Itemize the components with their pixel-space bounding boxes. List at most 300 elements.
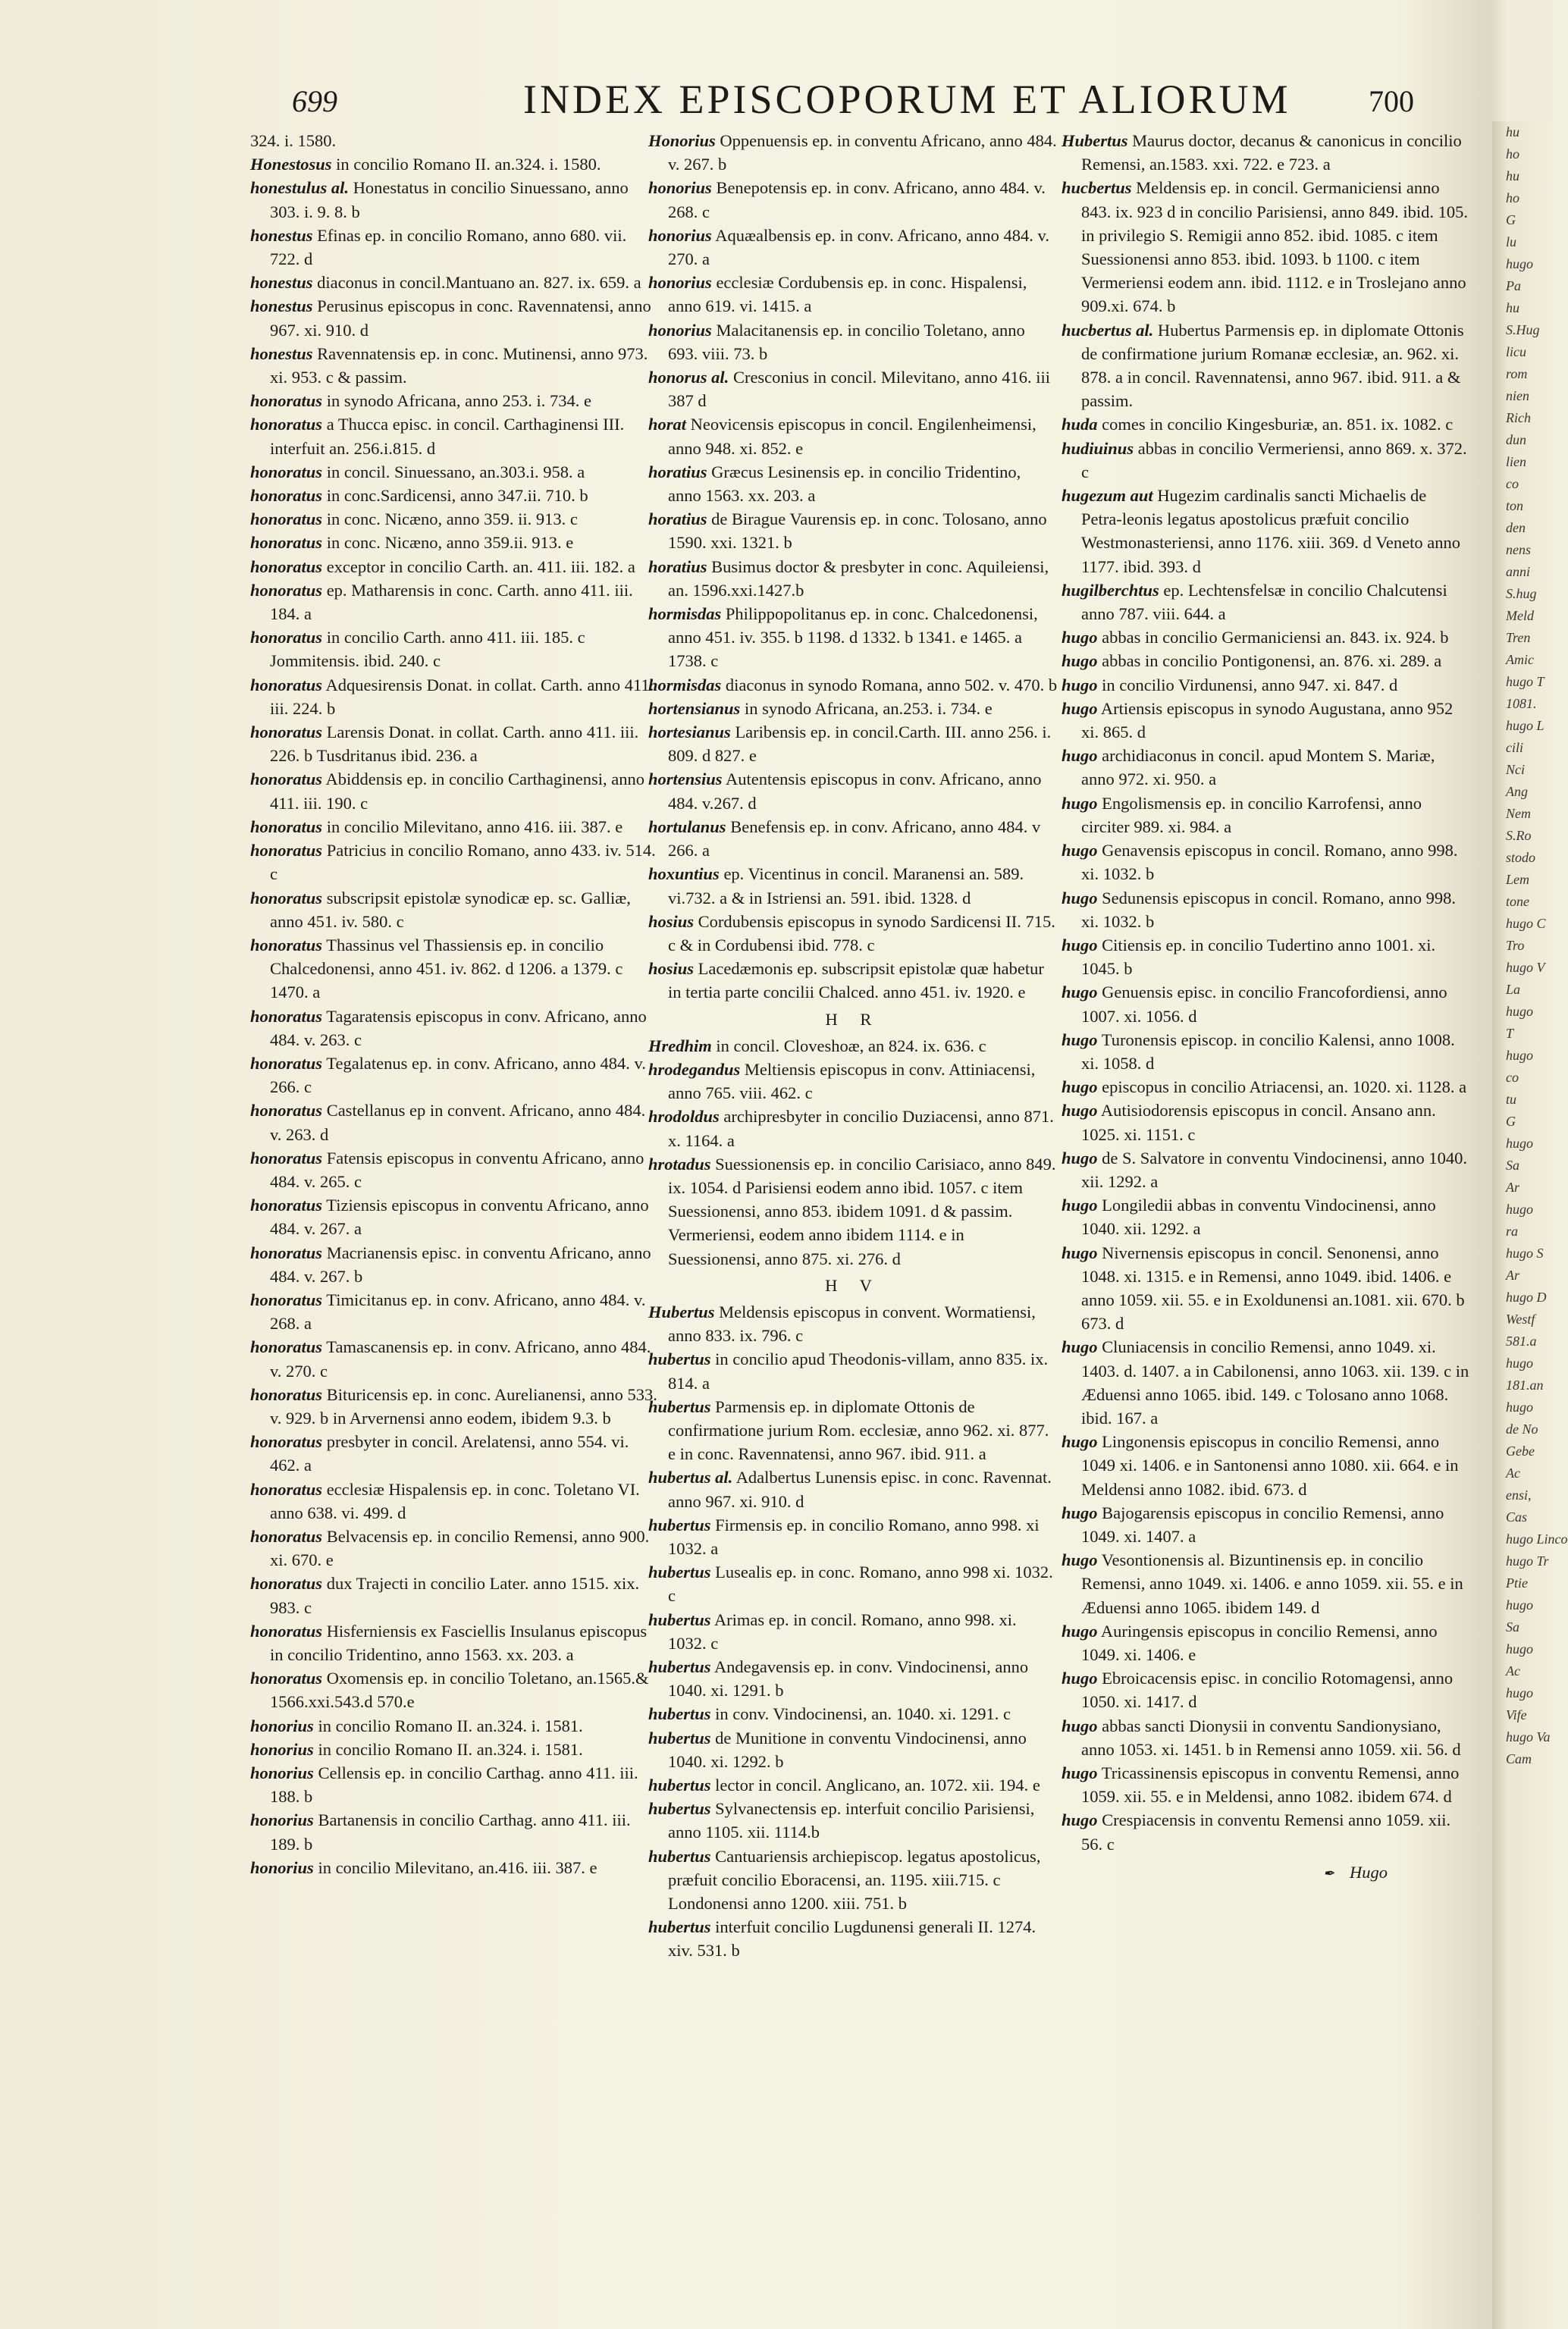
edge-fragment: hugo — [1506, 1004, 1533, 1019]
entry-headword: horatius — [648, 509, 707, 529]
entry-text: Crespiacensis in conventu Remensi anno 1059. xii. 56. c — [1081, 1810, 1451, 1854]
index-entry — [648, 602, 1058, 673]
index-entry — [250, 271, 660, 294]
entry-headword: hugo — [1062, 1716, 1098, 1735]
index-entry — [648, 555, 1058, 602]
entry-text: abbas in concilio Germaniciensi an. 843. ix. 924. b — [1102, 628, 1449, 647]
edge-fragment: hugo T — [1506, 674, 1544, 689]
entry-text: interfuit concilio Lugdunensi generali II. 1274. xiv. 531. b — [668, 1917, 1036, 1961]
index-entry — [1062, 1548, 1471, 1619]
entry-headword: honoratus — [250, 1574, 323, 1594]
entry-headword: honorius — [250, 1810, 314, 1830]
index-entry — [648, 767, 1058, 814]
entry-headword: honoratus — [250, 1432, 323, 1452]
edge-fragment: Westf — [1506, 1312, 1535, 1327]
entry-text: Perusinus episcopus in conc. Ravennatensi, anno 967. xi. 910. d — [270, 296, 651, 340]
index-entry — [250, 1241, 660, 1288]
edge-fragment: licu — [1506, 344, 1526, 359]
index-entry — [1062, 1028, 1471, 1075]
edge-fragment: cili — [1506, 740, 1523, 755]
index-entry — [648, 412, 1058, 459]
entry-text: Hisferniensis ex Fasciellis Insulanus episcopus in concilio Tridentino, anno 1563. xx. 203. a — [270, 1621, 648, 1664]
entry-headword: hubertus — [648, 1704, 711, 1724]
edge-fragment: hugo — [1506, 256, 1533, 271]
entry-headword: honoratus — [250, 1526, 323, 1546]
index-entry — [648, 1465, 1058, 1512]
entry-text: Ravennatensis ep. in conc. Mutinensi, anno 973. xi. 953. c & passim. — [270, 343, 648, 387]
index-entry — [648, 1105, 1058, 1152]
entry-text: subscripsit epistolæ synodicæ ep. sc. Galliæ, anno 451. iv. 580. c — [270, 888, 631, 931]
entry-text: Cluniacensis in concilio Remensi, anno 1049. xi. 1403. d. 1407. a in Cabilonensi, anno 1063. xii. 139. c in Æduensi anno 1065. ibid. 149. c Tolosano anno 1068. ibid. 167. a — [1081, 1337, 1469, 1428]
entry-headword: honoratus — [250, 935, 323, 954]
entry-text: Tiziensis episcopus in conventu Africano, anno 484. v. 267. a — [270, 1196, 649, 1239]
entry-text: Arimas ep. in concil. Romano, anno 998. xi. 1032. c — [668, 1610, 1017, 1653]
catchword-text: Hugo — [1350, 1862, 1388, 1882]
entry-text: ecclesiæ Cordubensis ep. in conc. Hispalensi, anno 619. vi. 1415. a — [668, 273, 1027, 316]
index-entry — [648, 1395, 1058, 1466]
index-entry — [250, 342, 660, 389]
index-entry — [250, 886, 660, 933]
entry-text: in conc.Sardicensi, anno 347.ii. 710. b — [326, 486, 588, 506]
entry-headword: honoratus — [250, 580, 323, 600]
edge-fragment: ensi, — [1506, 1487, 1532, 1503]
entry-headword: hubertus — [648, 1728, 711, 1748]
entry-headword: hubertus — [648, 1657, 711, 1676]
index-entry — [250, 1738, 660, 1761]
entry-text: in concilio Virdunensi, anno 947. xi. 847. d — [1102, 675, 1398, 694]
entry-text: archipresbyter in concilio Duziacensi, anno 871. x. 1164. a — [668, 1107, 1054, 1150]
entry-text: diaconus in synodo Romana, anno 502. v. 470. b — [725, 675, 1058, 694]
entry-text: in concilio Romano II. an.324. i. 1581. — [318, 1739, 583, 1759]
entry-headword: hormisdas — [648, 675, 722, 694]
entry-text: Artiensis episcopus in synodo Augustana, anno 952 xi. 865. d — [1081, 698, 1454, 742]
index-entry — [250, 531, 660, 554]
entry-text: Timicitanus ep. in conv. Africano, anno 484. v. 268. a — [270, 1290, 646, 1334]
index-entry — [250, 1572, 660, 1619]
edge-fragment: hugo S — [1506, 1246, 1544, 1261]
entry-text: in concil. Cloveshoæ, an 824. ix. 636. c — [716, 1036, 986, 1055]
index-entry — [250, 1714, 660, 1738]
index-entry — [1062, 625, 1471, 649]
entry-headword: Honorius — [648, 131, 716, 150]
edge-fragment: Cas — [1506, 1509, 1528, 1525]
index-entry — [648, 507, 1058, 554]
index-entry — [648, 1702, 1058, 1726]
index-column-3 — [1062, 129, 1471, 1885]
entry-text: Philippopolitanus ep. in conc. Chalcedonensi, anno 451. iv. 355. b 1198. d 1332. b 1341. e 1465. a 1738. c — [668, 604, 1038, 671]
index-entry — [1062, 649, 1471, 672]
edge-fragment: 581.a — [1506, 1334, 1537, 1349]
index-entry — [250, 839, 660, 886]
edge-fragment: S.hug — [1506, 586, 1537, 601]
entry-headword: honoratus — [250, 1384, 323, 1404]
entry-headword: horat — [648, 415, 687, 434]
index-entry — [648, 1152, 1058, 1271]
index-entry — [648, 1058, 1058, 1105]
index-entry — [648, 1608, 1058, 1655]
edge-fragment: hugo C — [1506, 916, 1546, 931]
edge-fragment: hugo V — [1506, 960, 1545, 975]
entry-headword: Hredhim — [648, 1036, 712, 1055]
entry-text: in conc. Nicæno, anno 359.ii. 913. e — [326, 533, 574, 553]
edge-fragment: T — [1506, 1026, 1514, 1041]
entry-text: episcopus in concilio Atriacensi, an. 1020. xi. 1128. a — [1102, 1077, 1467, 1097]
entry-text: in concilio Romano II. an.324. i. 1581. — [318, 1716, 583, 1735]
index-entry — [250, 1383, 660, 1430]
edge-fragment: hugo D — [1506, 1290, 1547, 1305]
entry-headword: hugo — [1062, 1432, 1098, 1452]
entry-headword: hortesianus — [648, 723, 731, 742]
entry-headword: hrotadus — [648, 1154, 711, 1174]
edge-fragment: hugo Tr — [1506, 1553, 1549, 1569]
index-entry — [250, 1808, 660, 1855]
index-entry — [648, 815, 1058, 862]
entry-headword: hosius — [648, 959, 695, 979]
entry-text: Tricassinensis episcopus in conventu Remensi, anno 1059. xii. 55. e in Meldensi, anno 1082. ibidem 674. d — [1081, 1763, 1460, 1807]
index-entry — [648, 1347, 1058, 1394]
entry-headword: hugo — [1062, 1503, 1098, 1522]
entry-text: Cantuariensis archiepiscop. legatus apostolicus, præfuit concilio Eboracensi, an. 1195. xiii.715. c Londonensi anno 1200. xiii. 751. b — [668, 1846, 1041, 1914]
index-entry — [1062, 1666, 1471, 1713]
quill-mark-icon: ✒ — [1322, 1865, 1334, 1881]
entry-text: Oxomensis ep. in concilio Toletano, an.1565.& 1566.xxi.543.d 570.e — [270, 1669, 649, 1712]
entry-headword: hubertus — [648, 1515, 711, 1534]
index-entry — [250, 507, 660, 531]
index-entry — [250, 1525, 660, 1572]
index-entry — [250, 152, 660, 176]
edge-fragment: hugo Va — [1506, 1729, 1551, 1744]
entry-text: abbas in concilio Vermeriensi, anno 869. x. 372. c — [1081, 438, 1467, 481]
index-entry — [250, 1666, 660, 1713]
entry-text: archidiaconus in concil. apud Montem S. Mariæ, anno 972. xi. 950. a — [1081, 746, 1435, 789]
edge-fragment: tu — [1506, 1092, 1517, 1107]
entry-text: abbas in concilio Pontigonensi, an. 876. xi. 289. a — [1102, 651, 1442, 671]
entry-headword: honoratus — [250, 1196, 323, 1215]
index-entry — [1062, 980, 1471, 1027]
entry-headword: honoratus — [250, 1479, 323, 1499]
entry-headword: hubertus — [648, 1776, 711, 1795]
entry-text: Lusealis ep. in conc. Romano, anno 998 xi. 1032. c — [668, 1563, 1053, 1606]
entry-text: in synodo Africana, anno 253. i. 734. e — [326, 391, 591, 411]
entry-text: de S. Salvatore in conventu Vindocinensi, anno 1040. xii. 1292. a — [1081, 1148, 1468, 1191]
edge-fragment: S.Hug — [1506, 322, 1540, 337]
index-entry — [250, 720, 660, 767]
entry-text: Autisiodorensis episcopus in concil. Ansano ann. 1025. xi. 1151. c — [1081, 1101, 1436, 1144]
entry-text: Meldensis ep. in concil. Germaniciensi anno 843. ix. 923 d in concilio Parisiensi, anno 849. ibid. 105. in privilegio S. Remigii anno 852. ibid. 1085. c item Suessionensi anno 853. ibid. 1093. b 1100. c item Vermeriensi eodem ann. ibid. 1112. e in Troslejano anno 909.xi. 674. b — [1081, 178, 1468, 316]
index-entry — [1062, 129, 1471, 176]
entry-text: Sylvanectensis ep. interfuit concilio Parisiensi, anno 1105. xii. 1114.b — [668, 1799, 1035, 1842]
entry-headword: honorius — [648, 320, 712, 340]
entry-text: presbyter in concil. Arelatensi, anno 554. vi. 462. a — [270, 1432, 629, 1475]
entry-text: Adalbertus Lunensis episc. in conc. Ravennat. anno 967. xi. 910. d — [668, 1468, 1052, 1511]
index-entry — [250, 1193, 660, 1240]
entry-text: Andegavensis ep. in conv. Vindocinensi, anno 1040. xi. 1291. b — [668, 1657, 1029, 1701]
entry-text: Genavensis episcopus in concil. Romano, anno 998. xi. 1032. b — [1081, 841, 1458, 884]
index-entry — [648, 1797, 1058, 1844]
entry-text: Macrianensis episc. in conventu Africano, anno 484. v. 267. b — [270, 1243, 651, 1286]
index-entry — [648, 957, 1058, 1004]
entry-headword: hortulanus — [648, 817, 726, 836]
index-entry — [250, 294, 660, 341]
entry-headword: hubertus — [648, 1349, 711, 1369]
entry-headword: honorius — [250, 1857, 314, 1877]
entry-headword: honoratus — [250, 1669, 323, 1688]
edge-fragment: Cam — [1506, 1751, 1532, 1766]
entry-text: abbas sancti Dionysii in conventu Sandionysiano, anno 1053. xi. 1451. b in Remensi anno 1059. xii. 56. d — [1081, 1716, 1461, 1759]
section-letter-heading: H V — [825, 1275, 881, 1295]
entry-headword: honoratus — [250, 1621, 323, 1641]
edge-fragment: 1081. — [1506, 696, 1537, 711]
edge-fragment: dun — [1506, 432, 1526, 447]
entry-headword: hugo — [1062, 1030, 1098, 1049]
entry-headword: hugo — [1062, 793, 1098, 813]
entry-headword: hrodoldus — [648, 1107, 720, 1127]
index-entry — [648, 1845, 1058, 1916]
index-entry — [250, 815, 660, 839]
entry-text: exceptor in concilio Carth. an. 411. iii. 182. a — [326, 556, 635, 576]
edge-fragment: Amic — [1506, 652, 1534, 667]
page-header — [292, 76, 1414, 136]
edge-fragment: rom — [1506, 366, 1528, 381]
entry-text: Neovicensis episcopus in concil. Engilenheimensi, anno 948. xi. 852. e — [668, 415, 1036, 458]
index-entry — [1062, 1099, 1471, 1146]
entry-text: lector in concil. Anglicano, an. 1072. xii. 194. e — [715, 1776, 1040, 1795]
edge-fragment: hugo Linco — [1506, 1531, 1568, 1547]
edge-fragment: hugo — [1506, 1597, 1533, 1613]
index-entry — [250, 578, 660, 625]
index-column-1 — [250, 129, 660, 1879]
index-entry — [648, 697, 1058, 720]
edge-fragment: Ar — [1506, 1180, 1519, 1195]
entry-headword: hugo — [1062, 841, 1098, 860]
index-column-2 — [648, 129, 1058, 1963]
entry-text: Cordubensis episcopus in synodo Sardicensi II. 715. c & in Cordubensi ibid. 778. c — [668, 911, 1055, 954]
entry-headword: hubertus — [648, 1563, 711, 1582]
entry-headword: honoratus — [250, 486, 323, 506]
entry-headword: hugo — [1062, 983, 1098, 1002]
entry-headword: honestus — [250, 273, 313, 293]
entry-text: Autentensis episcopus in conv. Africano, anno 484. v.267. d — [668, 770, 1042, 813]
index-entry — [1062, 1714, 1471, 1761]
index-entry — [1062, 744, 1471, 791]
entry-headword: hugo — [1062, 1196, 1098, 1215]
entry-text: ep. Matharensis in conc. Carth. anno 411. iii. 184. a — [270, 580, 633, 624]
entry-text: Firmensis ep. in concilio Romano, anno 998. xi 1032. a — [668, 1515, 1040, 1558]
entry-headword: hugo — [1062, 1621, 1098, 1641]
entry-text: Cellensis ep. in concilio Carthag. anno 411. iii. 188. b — [270, 1763, 638, 1807]
index-entry — [250, 412, 660, 459]
edge-fragment: Lem — [1506, 872, 1529, 887]
edge-fragment: hugo — [1506, 1356, 1533, 1371]
entry-text: Adquesirensis Donat. in collat. Carth. anno 411. iii. 224. b — [270, 675, 654, 718]
entry-headword: hubertus — [648, 1917, 711, 1937]
index-entry — [648, 1300, 1058, 1347]
entry-text: Genuensis episc. in concilio Francofordiensi, anno 1007. xi. 1056. d — [1081, 983, 1447, 1026]
entry-headword: honestus — [250, 225, 313, 245]
entry-text: Aquæalbensis ep. in conv. Africano, anno 484. v. 270. a — [668, 225, 1049, 269]
page-number-left: 699 — [292, 84, 337, 118]
edge-fragment: nien — [1506, 388, 1529, 403]
running-title: INDEX EPISCOPORUM ET ALIORUM — [523, 77, 1291, 122]
entry-text: Honestatus in concilio Sinuessano, anno 303. i. 9. 8. b — [270, 178, 629, 221]
entry-text: Tamascanensis ep. in conv. Africano, anno 484. v. 270. c — [270, 1337, 651, 1381]
entry-headword: hugo — [1062, 1077, 1098, 1097]
entry-headword: hugilberchtus — [1062, 580, 1159, 600]
entry-text: Bajogarensis episcopus in concilio Remensi, anno 1049. xi. 1407. a — [1081, 1503, 1444, 1546]
entry-text: Lingonensis episcopus in concilio Remensi, anno 1049 xi. 1406. e in Santonensi anno 1080. xii. 664. e in Meldensi anno 1082. ibid. 673. d — [1081, 1432, 1459, 1499]
index-entry — [1062, 933, 1471, 980]
entry-headword: hudiuinus — [1062, 438, 1134, 458]
index-entry — [1062, 1808, 1471, 1855]
index-entry — [250, 1430, 660, 1477]
section-letter-heading: H R — [825, 1009, 881, 1029]
index-entry — [648, 365, 1058, 412]
edge-fragment: hu — [1506, 300, 1519, 315]
index-entry — [648, 318, 1058, 365]
entry-text: in synodo Africana, an.253. i. 734. e — [744, 698, 993, 718]
edge-fragment: Rich — [1506, 410, 1531, 425]
index-entry — [1062, 839, 1471, 886]
index-entry — [250, 389, 660, 412]
entry-text: in concilio Milevitano, anno 416. iii. 387. e — [326, 817, 623, 836]
entry-headword: hugo — [1062, 675, 1098, 694]
edge-fragment: Sa — [1506, 1619, 1519, 1635]
index-entry — [250, 1005, 660, 1052]
edge-fragment: den — [1506, 520, 1526, 535]
entry-text: ecclesiæ Hispalensis ep. in conc. Toletano VI. anno 638. vi. 499. d — [270, 1479, 640, 1522]
entry-headword: hubertus — [648, 1799, 711, 1819]
entry-headword: honoratus — [250, 723, 323, 742]
index-entry — [648, 129, 1058, 176]
entry-text: Suessionensis ep. in concilio Carisiaco, anno 849. ix. 1054. d Parisiensi eodem anno ibid. 1057. c item Suessionensi, anno 853. ibidem 1091. d & passim. Vermeriensi, eodem anno ibidem 1114. e in Suessionensi, anno 875. xi. 276. d — [668, 1154, 1056, 1268]
edge-fragment: ton — [1506, 498, 1524, 513]
entry-text: Malacitanensis ep. in concilio Toletano, anno 693. viii. 73. b — [668, 320, 1025, 363]
edge-fragment: Tro — [1506, 938, 1525, 953]
entry-text: 324. i. 1580. — [250, 131, 337, 150]
edge-fragment: anni — [1506, 564, 1531, 579]
entry-headword: honorius — [648, 178, 712, 198]
entry-headword: honorius — [250, 1739, 314, 1759]
edge-fragment: S.Ro — [1506, 828, 1532, 843]
index-entry — [250, 1288, 660, 1335]
edge-fragment: nens — [1506, 542, 1531, 557]
entry-text: Belvacensis ep. in concilio Remensi, anno 900. xi. 670. e — [270, 1526, 650, 1570]
index-entry — [250, 1146, 660, 1193]
edge-fragment: hugo — [1506, 1685, 1533, 1701]
entry-headword: honestulus al. — [250, 178, 350, 198]
index-entry — [1062, 412, 1471, 436]
entry-headword: honoratus — [250, 1006, 323, 1026]
edge-fragment: Ptie — [1506, 1575, 1528, 1591]
entry-text: in concilio Carth. anno 411. iii. 185. c Jommitensis. ibid. 240. c — [270, 628, 585, 671]
entry-text: Patricius in concilio Romano, anno 433. iv. 514. c — [270, 841, 656, 884]
index-entry — [1062, 1335, 1471, 1430]
entry-text: comes in concilio Kingesburiæ, an. 851. ix. 1082. c — [1102, 415, 1454, 434]
index-entry — [250, 176, 660, 223]
entry-text: Cresconius in concil. Milevitano, anno 416. iii 387 d — [668, 368, 1051, 411]
entry-text: ep. Vicentinus in concil. Maranensi an. 589. vi.732. a & in Istriensi an. 591. ibid. 1328. d — [668, 864, 1024, 907]
index-entry — [1062, 1619, 1471, 1666]
entry-headword: honoratus — [250, 1101, 323, 1121]
entry-text: Bartanensis in concilio Carthag. anno 411. iii. 189. b — [270, 1810, 631, 1854]
edge-fragment: Vife — [1506, 1707, 1527, 1722]
entry-headword: hugo — [1062, 1148, 1098, 1168]
entry-text: Tegalatenus ep. in conv. Africano, anno 484. v. 266. c — [270, 1053, 646, 1097]
entry-headword: hugo — [1062, 1669, 1098, 1688]
entry-text: in conc. Nicæno, anno 359. ii. 913. c — [326, 509, 578, 529]
index-entry — [250, 484, 660, 507]
entry-text: Benefensis ep. in conv. Africano, anno 484. v 266. a — [668, 817, 1041, 860]
entry-text: Turonensis episcop. in concilio Kalensi, anno 1008. xi. 1058. d — [1081, 1030, 1455, 1073]
entry-headword: Hubertus — [1062, 131, 1128, 150]
entry-headword: honoratus — [250, 628, 323, 647]
edge-fragment: Ar — [1506, 1268, 1519, 1283]
entry-text: Parmensis ep. in diplomate Ottonis de confirmatione jurium Rom. ecclesiæ, anno 962. xi. 877. e in conc. Ravennatensi, anno 967. ibid. 911. a — [668, 1396, 1049, 1464]
edge-fragment: lu — [1506, 234, 1517, 249]
entry-text: Longiledii abbas in conventu Vindocinensi, anno 1040. xii. 1292. a — [1081, 1196, 1436, 1239]
index-entry — [250, 1856, 660, 1879]
entry-text: de Munitione in conventu Vindocinensi, anno 1040. xi. 1292. b — [668, 1728, 1027, 1771]
entry-headword: hugo — [1062, 651, 1098, 671]
entry-headword: hugo — [1062, 935, 1098, 954]
index-entry — [648, 1513, 1058, 1560]
edge-fragment: hugo L — [1506, 718, 1544, 733]
index-entry — [648, 673, 1058, 697]
entry-text: Efinas ep. in concilio Romano, anno 680. vii. 722. d — [270, 225, 627, 269]
edge-fragment: hu — [1506, 168, 1519, 183]
index-entry — [648, 460, 1058, 507]
index-entry — [1062, 697, 1471, 744]
entry-text: Ebroicacensis episc. in concilio Rotomagensi, anno 1050. xi. 1417. d — [1081, 1669, 1454, 1712]
index-entry — [250, 767, 660, 814]
entry-headword: horatius — [648, 462, 707, 481]
index-entry — [1062, 1146, 1471, 1193]
entry-headword: honorius — [648, 225, 712, 245]
entry-headword: honoratus — [250, 533, 323, 553]
page-number-right: 700 — [1369, 84, 1414, 118]
index-entry — [250, 625, 660, 672]
entry-text: a Thucca episc. in concil. Carthaginensi III. interfuit an. 256.i.815. d — [270, 415, 625, 458]
entry-headword: honoratus — [250, 1337, 323, 1357]
entry-text: diaconus in concil.Mantuano an. 827. ix. 659. a — [317, 273, 641, 293]
edge-fragment: ra — [1506, 1224, 1519, 1239]
entry-headword: honoratus — [250, 675, 323, 694]
index-entry — [648, 1773, 1058, 1797]
index-entry — [250, 1335, 660, 1382]
edge-fragment: hu — [1506, 124, 1519, 139]
edge-fragment: stodo — [1506, 850, 1536, 865]
entry-text: Nivernensis episcopus in concil. Senonensi, anno 1048. xi. 1315. e in Remensi, anno 1049. ibid. 1406. e anno 1059. xii. 55. e in Exoldunensi an.1081. xii. 670. b 673. d — [1081, 1243, 1465, 1334]
index-entry — [1062, 176, 1471, 318]
entry-headword: hosius — [648, 911, 695, 931]
index-entry — [250, 460, 660, 484]
catchword — [1062, 1860, 1471, 1885]
entry-text: in concil. Sinuessano, an.303.i. 958. a — [326, 462, 585, 481]
index-entry — [250, 1478, 660, 1525]
index-entry — [1062, 1430, 1471, 1501]
entry-headword: hubertus — [648, 1846, 711, 1866]
index-entry — [250, 1619, 660, 1666]
entry-headword: honoratus — [250, 770, 323, 789]
entry-headword: honorius — [250, 1716, 314, 1735]
index-entry — [250, 1099, 660, 1146]
edge-fragment: Ac — [1506, 1663, 1520, 1679]
index-entry — [1062, 437, 1471, 484]
edge-fragment: Pa — [1506, 278, 1521, 293]
index-entry — [1062, 1501, 1471, 1548]
entry-text: ep. Lechtensfelsæ in concilio Chalcutensi anno 787. viii. 644. a — [1081, 580, 1447, 624]
index-entry — [1062, 886, 1471, 933]
